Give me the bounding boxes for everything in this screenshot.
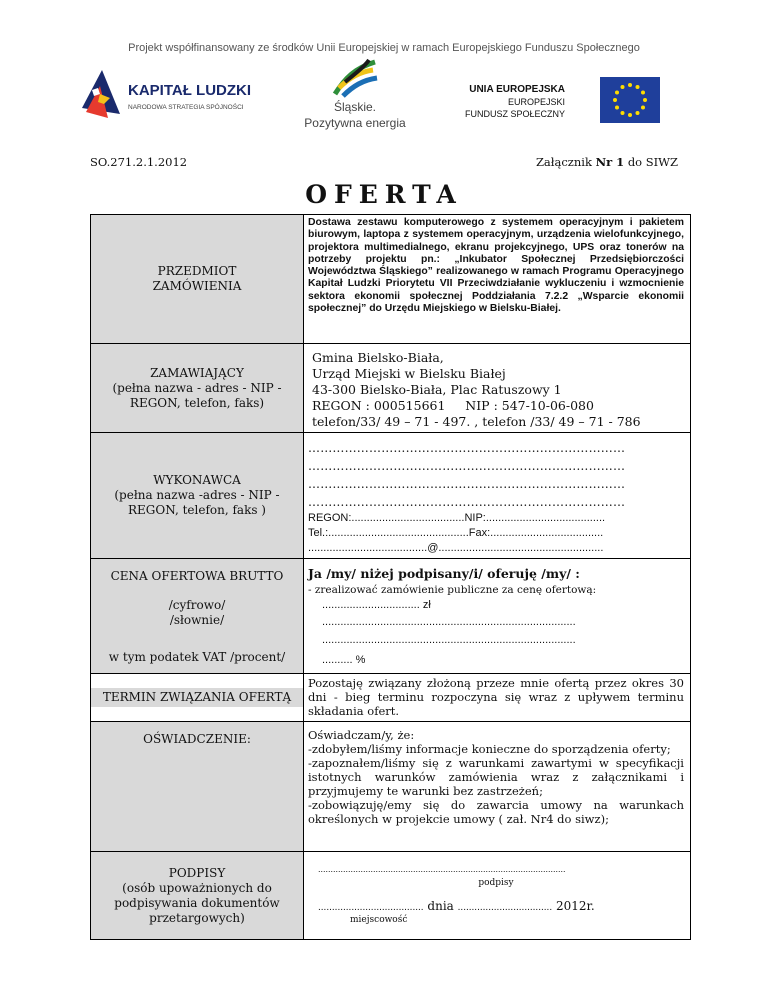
termin-text: Pozostaję związany złożoną przeze mnie ofertą przez okres 30 dni - bieg terminu rozpoczyna się wraz z upływem terminu składania ofert. bbox=[308, 676, 684, 718]
wykonawca-fill-line-3[interactable]: …………………………………………………………………… bbox=[308, 477, 626, 491]
eu-line2: EUROPEJSKI bbox=[507, 97, 565, 107]
label-zamawiajacy-2: (pełna nazwa - adres - NIP - bbox=[112, 380, 282, 395]
wykonawca-tel-fax[interactable]: Tel.:..............................................Fax:..................................... bbox=[308, 527, 604, 539]
year-text: 2012r. bbox=[555, 899, 595, 913]
oswiadczenie-item-3: -zobowiązuję/emy się do zawarcia umowy na warunkach określonych w projekcie umowy ( zał. Nr4 do siwz); bbox=[308, 798, 684, 826]
eu-line1: UNIA EUROPEJSKA bbox=[469, 84, 565, 95]
oswiadczenie-item-2: -zapoznałem/liśmy się z warunkami zawartymi w specyfikacji istotnych warunków zamówienia wraz z załącznikami i przyjmujemy te warunki bez zastrzeżeń; bbox=[308, 756, 684, 798]
wykonawca-fill-line-2[interactable]: …………………………………………………………………… bbox=[308, 459, 626, 473]
oswiadczenie-intro: Oświadczam/y, że: bbox=[308, 728, 415, 742]
label-zamawiajacy-3: REGON, telefon, faks) bbox=[129, 395, 265, 410]
zamawiajacy-line2: Urząd Miejski w Bielsku Białej bbox=[312, 366, 506, 381]
label-oswiadczenie bbox=[91, 722, 304, 852]
row-zamawiajacy bbox=[91, 344, 691, 433]
zamawiajacy-line5: telefon/33/ 49 – 71 - 497. , telefon /33/ 49 – 71 - 786 bbox=[312, 414, 641, 429]
label-cena-2: /cyfrowo/ bbox=[168, 598, 226, 612]
annex-suffix: do SIWZ bbox=[627, 155, 678, 169]
annex-label bbox=[536, 155, 678, 169]
logo-bar bbox=[80, 58, 660, 138]
zamawiajacy-line1: Gmina Bielsko-Biała, bbox=[312, 350, 444, 365]
row-cena bbox=[91, 559, 691, 674]
label-podpisy bbox=[91, 852, 304, 940]
date-input[interactable]: .................................. bbox=[457, 902, 553, 913]
annex-prefix: Załącznik bbox=[535, 155, 592, 169]
value-podpisy bbox=[304, 852, 691, 940]
slaskie-emblem-icon bbox=[325, 58, 385, 100]
label-wykonawca-3: REGON, telefon, faks ) bbox=[128, 503, 266, 517]
signature-caption: podpisy bbox=[478, 878, 514, 888]
wykonawca-regon-nip[interactable]: REGON:.....................................NIP:....................................... bbox=[308, 512, 606, 524]
label-podpisy-1: PODPISY bbox=[168, 865, 226, 880]
label-oswiadczenie-text: OŚWIADCZENIE: bbox=[143, 732, 251, 746]
value-cena bbox=[304, 559, 691, 674]
wykonawca-email[interactable]: .......................................@...................................................... bbox=[308, 542, 604, 554]
label-podpisy-3: podpisywania dokumentów bbox=[114, 895, 280, 910]
zamawiajacy-line4: REGON : 000515661 NIP : 547-10-06-080 bbox=[312, 398, 594, 413]
label-termin bbox=[91, 674, 304, 722]
place-input[interactable]: ...................................... bbox=[318, 902, 424, 913]
cena-amount-input[interactable]: ................................ zł bbox=[322, 599, 431, 611]
annex-number: Nr 1 bbox=[595, 155, 625, 169]
wykonawca-fill-line-4[interactable]: …………………………………………………………………… bbox=[308, 495, 626, 509]
slaskie-title: Śląskie. bbox=[333, 100, 377, 114]
slaskie-logo bbox=[295, 58, 415, 138]
label-cena bbox=[91, 559, 304, 674]
cena-words-line-2[interactable]: ................................................................................... bbox=[322, 634, 576, 646]
place-caption: miejscowość bbox=[350, 915, 408, 925]
row-termin bbox=[91, 674, 691, 722]
eu-logo bbox=[465, 72, 660, 128]
row-przedmiot bbox=[91, 215, 691, 344]
row-oswiadczenie bbox=[91, 722, 691, 852]
value-oswiadczenie bbox=[304, 722, 691, 852]
eu-flag-icon bbox=[600, 77, 660, 123]
oswiadczenie-item-1: -zdobyłem/liśmy informacje konieczne do sporządzenia oferty; bbox=[308, 742, 671, 756]
cena-sub: - zrealizować zamówienie publiczne za cenę ofertową: bbox=[308, 584, 597, 596]
page-title: OFERTA bbox=[305, 180, 463, 209]
slaskie-subtitle: Pozytywna energia bbox=[304, 116, 406, 130]
value-przedmiot bbox=[304, 215, 691, 344]
kapital-ludzki-title: KAPITAŁ LUDZKI bbox=[128, 82, 252, 99]
label-wykonawca-1: WYKONAWCA bbox=[153, 473, 241, 487]
wykonawca-fill-line-1[interactable]: …………………………………………………………………… bbox=[308, 441, 626, 455]
label-podpisy-2: (osób upoważnionych do bbox=[122, 880, 272, 895]
label-przedmiot-1: PRZEDMIOT bbox=[157, 264, 237, 278]
label-cena-3: /słownie/ bbox=[169, 613, 225, 627]
kapital-ludzki-emblem-icon bbox=[80, 68, 122, 120]
place-date-line bbox=[308, 899, 684, 913]
label-zamawiajacy-1: ZAMAWIAJĄCY bbox=[150, 365, 244, 380]
cena-heading: Ja /my/ niżej podpisany/i/ oferuję /my/ : bbox=[308, 566, 580, 581]
label-przedmiot-2: ZAMÓWIENIA bbox=[152, 279, 242, 293]
przedmiot-text: Dostawa zestawu komputerowego z systemem operacyjnym i pakietem biurowym, laptopa z systemem operacyjnym, urządzenia wielofunkcyjnego, projektora multimedialnego, ekranu projekcyjnego, UPS oraz tonerów na potrzeby projektu pn.: „Inkubator Społecznej Przedsiębiorczości Województwa Śląskiego” realizowanego w ramach Programu Operacyjnego Kapitał Ludzki Priorytetu VII Przeciwdziałanie wykluczeniu i wzmocnienie sektora ekonomii społecznej Poddziałania 7.2.2 „Wsparcie ekonomii społecznej” do Urzędu Miejskiego w Bielsku-Białej. bbox=[308, 217, 684, 315]
kapital-ludzki-subtitle: NARODOWA STRATEGIA SPÓJNOŚCI bbox=[128, 104, 244, 111]
reference-number: SO.271.2.1.2012 bbox=[90, 155, 188, 169]
row-podpisy bbox=[91, 852, 691, 940]
cena-words-line-1[interactable]: ................................................................................... bbox=[322, 616, 576, 628]
label-zamawiajacy bbox=[91, 344, 304, 433]
date-word: dnia bbox=[427, 899, 454, 913]
label-wykonawca bbox=[91, 433, 304, 559]
label-termin-text: TERMIN ZWIĄZANIA OFERTĄ bbox=[91, 688, 303, 707]
value-zamawiajacy bbox=[304, 344, 691, 433]
label-podpisy-4: przetargowych) bbox=[149, 910, 245, 925]
cena-vat-input[interactable]: .......... % bbox=[322, 654, 366, 666]
zamawiajacy-line3: 43-300 Bielsko-Biała, Plac Ratuszowy 1 bbox=[312, 382, 562, 397]
eu-line3: FUNDUSZ SPOŁECZNY bbox=[465, 109, 566, 119]
value-termin bbox=[304, 674, 691, 722]
label-cena-4: w tym podatek VAT /procent/ bbox=[108, 650, 286, 664]
label-przedmiot bbox=[91, 215, 304, 344]
signature-line[interactable]: ................................................................................................... bbox=[318, 864, 566, 874]
kapital-ludzki-logo bbox=[80, 68, 270, 128]
cofinancing-note: Projekt współfinansowany ze środków Unii Europejskiej w ramach Europejskiego Funduszu Społecznego bbox=[128, 42, 640, 54]
label-cena-1: CENA OFERTOWA BRUTTO bbox=[110, 569, 284, 583]
label-wykonawca-2: (pełna nazwa -adres - NIP - bbox=[114, 488, 280, 502]
value-wykonawca bbox=[304, 433, 691, 559]
offer-form-table bbox=[90, 214, 691, 940]
row-wykonawca bbox=[91, 433, 691, 559]
